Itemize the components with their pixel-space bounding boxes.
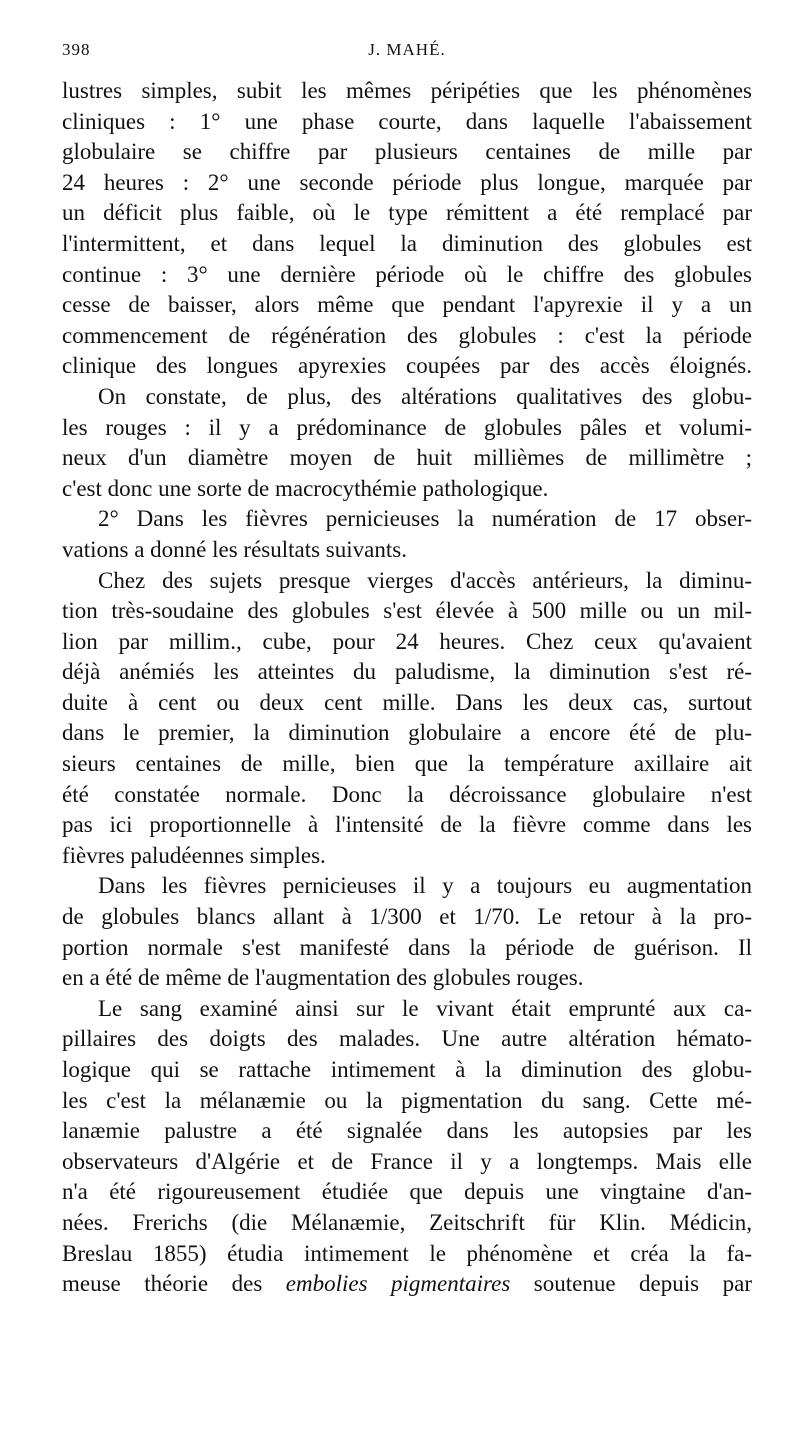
- text-line: logique qui se rattache intimement à la diminution des globu-: [62, 1057, 752, 1082]
- text-line: duite à cent ou deux cent mille. Dans les deux cas, surtout: [62, 689, 752, 715]
- running-head-author: J. MAHÉ.: [368, 40, 446, 59]
- text-line: lustres simples, subit les mêmes péripéties que les phénomènes: [62, 78, 752, 103]
- text-line: les c'est la mélanæmie ou la pigmentation du sang. Cette mé-: [62, 1087, 752, 1113]
- text-line: cesse de baisser, alors même que pendant l'apyrexie il y a un: [62, 292, 752, 318]
- text-run: soutenue depuis par: [510, 1271, 752, 1297]
- text-line: clinique des longues apyrexies coupées par des accès éloignés.: [62, 353, 752, 379]
- text-line: sieurs centaines de mille, bien que la température axillaire ait: [62, 751, 752, 777]
- paragraph-first-line: 2° Dans les fièvres pernicieuses la numération de 17 obser-: [98, 506, 752, 532]
- body-text: [62, 76, 752, 1300]
- text-line: un déficit plus faible, où le type rémittent a été remplacé par: [62, 200, 752, 226]
- text-line: Breslau 1855) étudia intimement le phénomène et créa la fa-: [62, 1240, 752, 1266]
- text-run: meuse théorie des: [62, 1271, 286, 1297]
- italic-phrase: embolies pigmentaires: [285, 1271, 511, 1297]
- text-line: nées. Frerichs (die Mélanæmie, Zeitschrift für Klin. Médicin,: [62, 1209, 752, 1235]
- text-line: observateurs d'Algérie et de France il y a longtemps. Mais elle: [62, 1148, 752, 1174]
- text-line: l'intermittent, et dans lequel la diminution des globules est: [62, 230, 752, 256]
- text-line: déjà anémiés les atteintes du paludisme, la diminution s'est ré-: [62, 659, 752, 685]
- text-line: lion par millim., cube, pour 24 heures. Chez ceux qu'avaient: [62, 628, 752, 654]
- page-number: 398: [62, 40, 91, 59]
- paragraph-first-line: On constate, de plus, des altérations qualitatives des globu-: [98, 383, 752, 409]
- text-line: de globules blancs allant à 1/300 et 1/70. Le retour à la pro-: [62, 904, 752, 930]
- text-line-with-italic: [62, 1269, 752, 1300]
- text-line: 24 heures : 2° une seconde période plus longue, marquée par: [62, 169, 752, 195]
- text-line: continue : 3° une dernière période où le chiffre des globules: [62, 261, 752, 287]
- text-line: n'a été rigoureusement étudiée que depuis une vingtaine d'an-: [62, 1179, 752, 1205]
- text-line: les rouges : il y a prédominance de globules pâles et volumi-: [62, 414, 752, 440]
- paragraph-last-line: en a été de même de l'augmentation des globules rouges.: [62, 965, 584, 991]
- text-line: lanæmie palustre a été signalée dans les autopsies par les: [62, 1118, 752, 1144]
- paragraph-first-line: Dans les fièvres pernicieuses il y a toujours eu augmentation: [98, 873, 752, 899]
- running-head: [62, 40, 752, 70]
- text-line: globulaire se chiffre par plusieurs centaines de mille par: [62, 139, 752, 165]
- paragraph-last-line: fièvres paludéennes simples.: [62, 842, 326, 868]
- text-line: tion très-soudaine des globules s'est élevée à 500 mille ou un mil-: [62, 598, 752, 624]
- text-line: été constatée normale. Donc la décroissance globulaire n'est: [62, 781, 752, 807]
- paragraph-last-line: vations a donné les résultats suivants.: [62, 536, 407, 562]
- paragraph-last-line: c'est donc une sorte de macrocythémie pathologique.: [62, 475, 549, 501]
- paragraph-first-line: Chez des sujets presque vierges d'accès antérieurs, la diminu-: [98, 567, 752, 593]
- text-line: dans le premier, la diminution globulaire a encore été de plu-: [62, 720, 752, 746]
- text-line: commencement de régénération des globules : c'est la période: [62, 322, 752, 348]
- text-line: portion normale s'est manifesté dans la période de guérison. Il: [62, 934, 752, 960]
- text-line: pillaires des doigts des malades. Une autre altération hémato-: [62, 1026, 752, 1052]
- text-line: cliniques : 1° une phase courte, dans laquelle l'abaissement: [62, 108, 752, 134]
- paragraph-first-line: Le sang examiné ainsi sur le vivant était emprunté aux ca-: [98, 995, 752, 1021]
- text-line: pas ici proportionnelle à l'intensité de la fièvre comme dans les: [62, 812, 752, 838]
- text-line: neux d'un diamètre moyen de huit millièmes de millimètre ;: [62, 445, 752, 471]
